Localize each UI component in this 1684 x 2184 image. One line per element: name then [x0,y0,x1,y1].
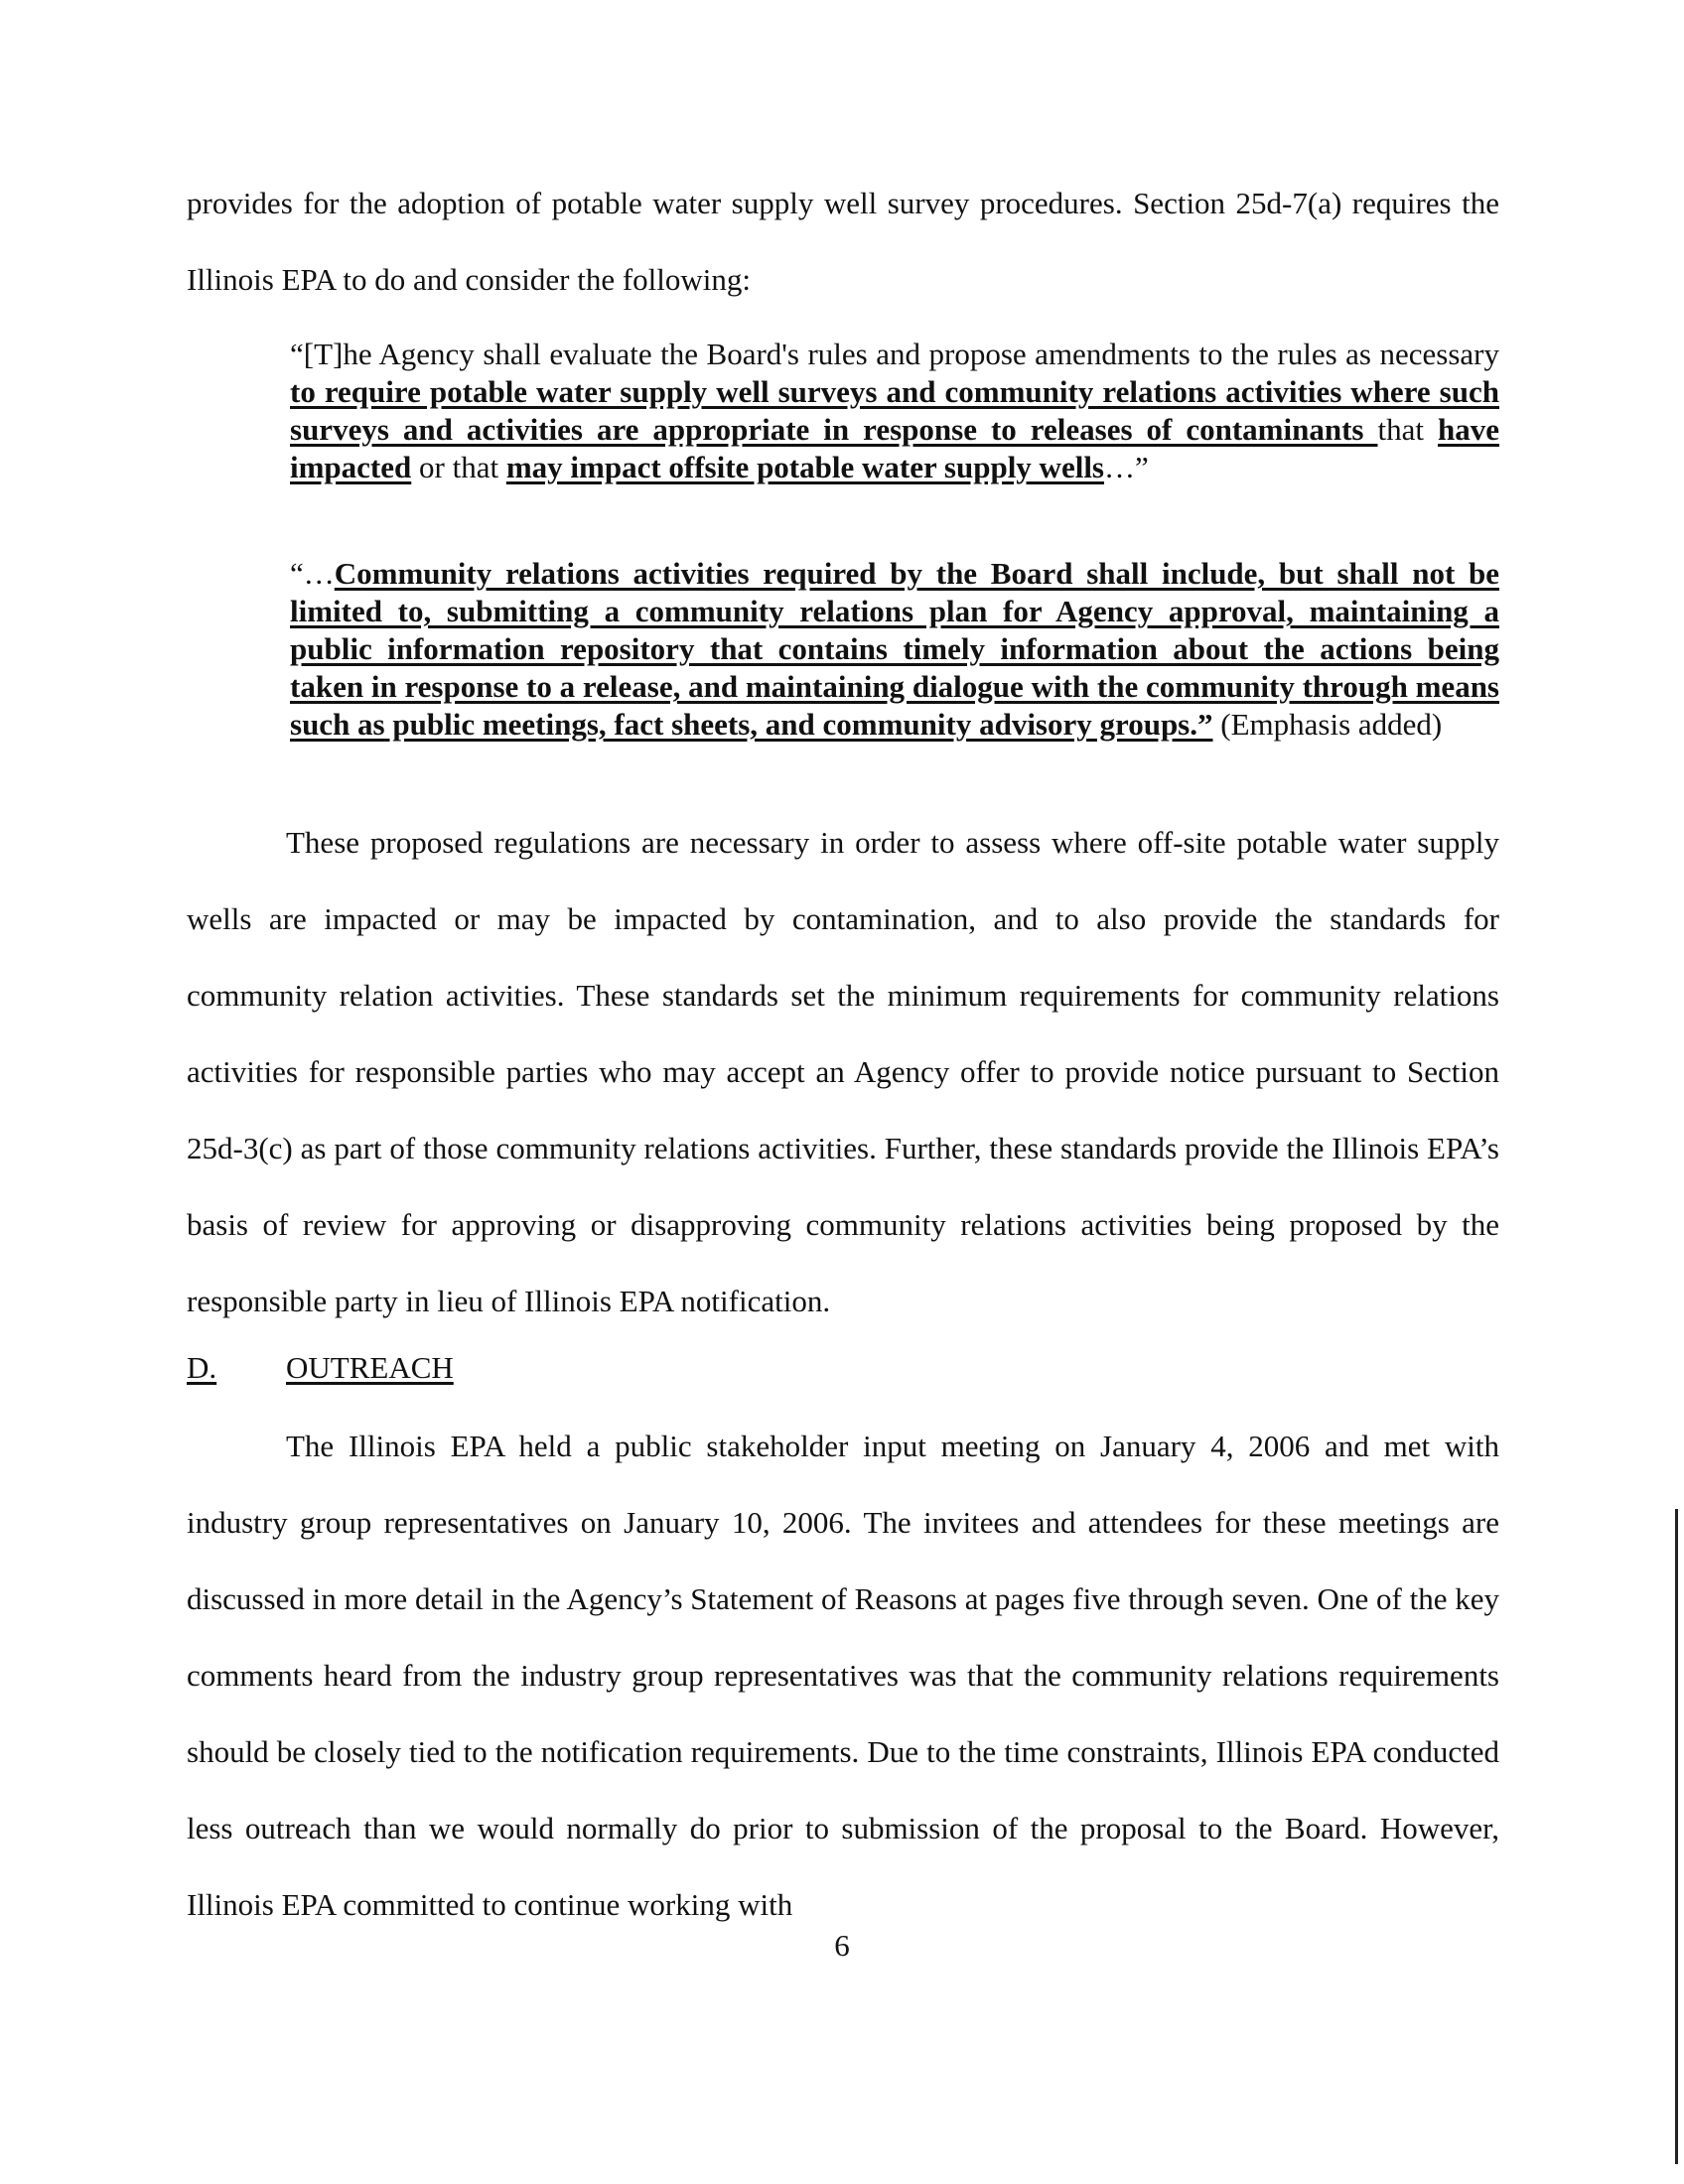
quote1-text-2: that [1377,412,1438,447]
quote1-emphasis-2: have impacted [290,412,1499,484]
section-title: OUTREACH [286,1350,454,1385]
quote1-emphasis-1: to require potable water supply well surveys and community relations activities where such surveys and activities are appropriate in response to releases of contaminants [290,374,1499,447]
quote2-text-1: “… [290,556,335,591]
necessity-paragraph: These proposed regulations are necessary in order to assess where off-site potable water supply wells are impacted or may be impacted by contamination, and to also provide the standards for community relation activities. These standards set the minimum requirements for community relations activities for responsible parties who may accept an Agency offer to provide notice pursuant to Section 25d-3(c) as part of those community relations activities. Further, these standards provide the Illinois EPA’s basis of review for approving or disapproving community relations activities being proposed by the responsible party in lieu of Illinois EPA notification. [187,825,1499,1318]
quote1-emphasis-3: may impact offsite potable water supply wells [505,450,1104,484]
quote1-text-1: “[T]he Agency shall evaluate the Board's rules and propose amendments to the rules as necessary [290,337,1499,371]
outreach-paragraph: The Illinois EPA held a public stakeholder input meeting on January 4, 2006 and met with industry group representatives on January 10, 2006. The invitees and attendees for these meetings are discussed in more detail in the Agency’s Statement of Reasons at pages five through seven. One of the key comments heard from the industry group representatives was that the community relations requirements should be closely tied to the notification requirements. Due to the time constraints, Illinois EPA conducted less outreach than we would normally do prior to submission of the proposal to the Board. However, Illinois EPA committed to continue working with [187,1429,1499,1922]
statute-quote-1 [290,336,1499,486]
quote2-emphasis: Community relations activities required by the Board shall include, but shall not be limited to, submitting a community relations plan for Agency approval, maintaining a public information repository that contains timely information about the actions being taken in response to a release, and maintaining dialogue with the community through means such as public meetings, fact sheets, and community advisory groups.” [290,556,1499,742]
quote2-text-2: (Emphasis added) [1212,707,1443,742]
intro-paragraph: provides for the adoption of potable water supply well survey procedures. Section 25d-7(a) requires the Illinois EPA to do and consider the following: [187,186,1499,297]
statute-quote-2 [290,555,1499,744]
page-number: 6 [834,1928,850,1963]
quote1-text-4: …” [1104,450,1149,484]
scan-edge-line [1675,1509,1678,2164]
section-heading [187,1348,454,1388]
quote1-text-3: or that [411,450,506,484]
section-letter: D. [187,1350,217,1385]
